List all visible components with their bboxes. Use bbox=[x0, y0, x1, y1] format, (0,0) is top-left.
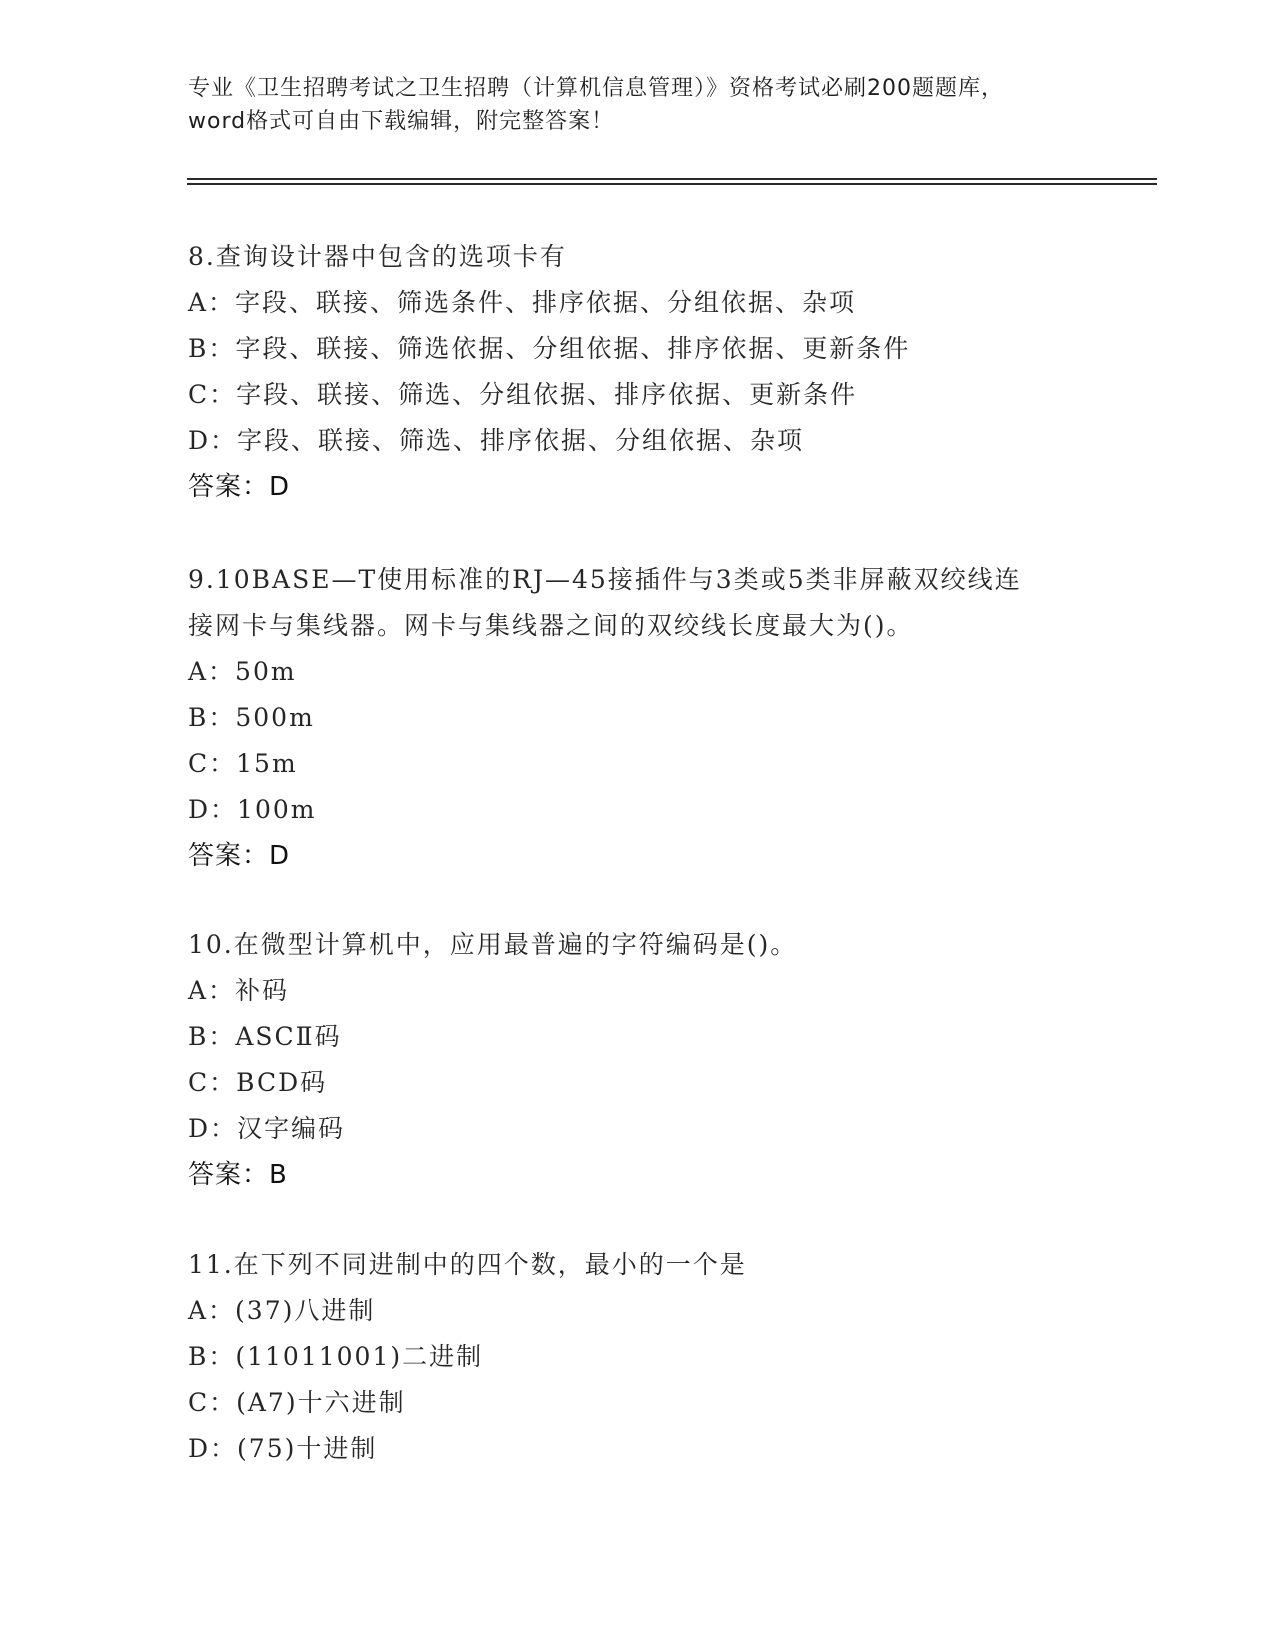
question-11 bbox=[188, 1242, 747, 1472]
header-title-line-2: word格式可自由下载编辑，附完整答案！ bbox=[188, 109, 615, 134]
option-c: C：15m bbox=[188, 749, 298, 778]
option-a: A：50m bbox=[188, 657, 297, 686]
option-a: A：字段、联接、筛选条件、排序依据、分组依据、杂项 bbox=[188, 288, 857, 317]
answer: 答案：B bbox=[188, 1160, 288, 1190]
option-c: C：(A7)十六进制 bbox=[188, 1388, 406, 1417]
answer: 答案：D bbox=[188, 841, 291, 871]
option-d: D：100m bbox=[188, 795, 317, 824]
question-9 bbox=[188, 557, 1022, 879]
option-b: B：ASCⅡ码 bbox=[188, 1022, 342, 1051]
question-text: 8.查询设计器中包含的选项卡有 bbox=[188, 242, 567, 271]
header-divider-bottom bbox=[187, 183, 1157, 185]
option-c: C：BCD码 bbox=[188, 1068, 328, 1097]
option-a: A：(37)八进制 bbox=[188, 1296, 376, 1325]
option-d: D：(75)十进制 bbox=[188, 1434, 378, 1463]
option-c: C：字段、联接、筛选、分组依据、排序依据、更新条件 bbox=[188, 380, 858, 409]
option-d: D：汉字编码 bbox=[188, 1114, 346, 1143]
question-8 bbox=[188, 234, 910, 510]
document-header bbox=[188, 72, 1088, 138]
question-10 bbox=[188, 922, 797, 1198]
option-b: B：500m bbox=[188, 703, 315, 732]
option-a: A：补码 bbox=[188, 976, 290, 1005]
header-divider-top bbox=[187, 178, 1157, 180]
header-title-line-1: 专业《卫生招聘考试之卫生招聘（计算机信息管理）》资格考试必刷200题题库， bbox=[188, 76, 1004, 101]
question-text-continued: 接网卡与集线器。网卡与集线器之间的双绞线长度最大为()。 bbox=[188, 611, 914, 640]
option-b: B：字段、联接、筛选依据、分组依据、排序依据、更新条件 bbox=[188, 334, 911, 363]
option-b: B：(11011001)二进制 bbox=[188, 1342, 484, 1371]
question-text: 9.10BASE—T使用标准的RJ—45接插件与3类或5类非屏蔽双绞线连 bbox=[188, 565, 1022, 594]
question-text: 10.在微型计算机中，应用最普遍的字符编码是()。 bbox=[188, 930, 798, 959]
answer: 答案：D bbox=[188, 472, 291, 502]
option-d: D：字段、联接、筛选、排序依据、分组依据、杂项 bbox=[188, 426, 805, 455]
question-text: 11.在下列不同进制中的四个数，最小的一个是 bbox=[188, 1250, 747, 1279]
